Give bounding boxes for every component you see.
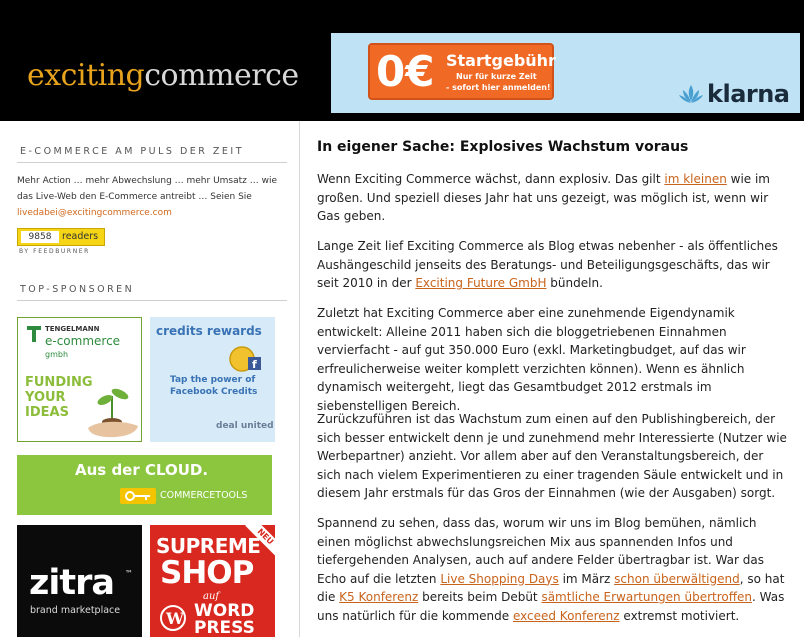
banner-title: Startgebühr — [446, 51, 556, 70]
post-title[interactable]: In eigener Sache: Explosives Wachstum voraus — [317, 139, 689, 155]
credits-footer: deal united — [216, 421, 274, 431]
klarna-lotus-icon — [678, 83, 704, 105]
reader-label: readers — [62, 231, 99, 242]
klarna-wordmark: klarna — [707, 80, 790, 108]
text-segment: Wenn Exciting Commerce wächst, dann explosiv. Das gilt — [317, 172, 665, 186]
paragraph-3: Zuletzt hat Exciting Commerce aber eine zunehmende Eigendynamik entwickelt: Alleine 2011 haben sich die bloggetriebenen Einnahmen vervierfacht - auf gut 350.000 Euro (exkl. Marketingbudget, auf das wir erfreulicherweise weiter komplett verzichten können). Wenn es ähnlich dynamisch weitergeht, liegt das Gesamtbudget 2012 erstmals im siebenstelligen Bereich. — [317, 306, 746, 413]
link-schon-ueberwaeltigend[interactable]: schon überwältigend — [614, 571, 740, 586]
zitra-sub: brand marketplace — [30, 605, 121, 616]
tengelmann-sub: gmbh — [45, 350, 69, 359]
slogan-line-1: FUNDING — [25, 375, 93, 390]
hand-seedling-icon — [84, 382, 140, 440]
supreme-line-1: SUPREME — [156, 534, 261, 558]
text-segment: wie im großen. Und speziell dieses Jahr hat uns gezeigt, was möglich ist, wenn wir Gas geben. — [317, 172, 770, 223]
svg-text:W: W — [166, 609, 184, 628]
banner-line-1: Nur für kurze Zeit — [456, 72, 537, 81]
link-exceed-konferenz[interactable]: exceed Konferenz — [512, 608, 620, 623]
link-exciting-future-gmbh[interactable]: Exciting Future GmbH — [415, 276, 547, 290]
description-text: Mehr Action … mehr Abwechslung … mehr Umsatz … wie das Live-Web den E-Commerce antreibt … Seien Sie — [17, 176, 277, 202]
klarna-banner-ad[interactable] — [331, 33, 800, 113]
new-ribbon-badge: NEU — [245, 525, 275, 557]
post-content — [317, 121, 792, 637]
supreme-line-2: SHOP — [160, 555, 254, 591]
paragraph-1 — [317, 170, 790, 226]
text-segment: extremst motiviert. — [619, 608, 740, 623]
feedburner-caption: BY FEEDBURNER — [19, 248, 90, 255]
tagline-heading: E-COMMERCE AM PULS DER ZEIT — [20, 146, 245, 157]
site-logo[interactable] — [27, 58, 299, 93]
zitra-trademark: ™ — [125, 569, 133, 578]
divider — [17, 300, 287, 301]
sponsor-ad-credits-rewards[interactable] — [150, 317, 275, 442]
reader-count: 9858 — [21, 231, 59, 243]
logo-part-commerce: commerce — [144, 58, 299, 93]
tengelmann-logo-icon — [27, 326, 41, 342]
feedburner-counter[interactable] — [17, 228, 105, 246]
paragraph-2 — [317, 237, 790, 293]
sponsors-heading: TOP-SPONSOREN — [20, 284, 135, 295]
banner-offer-badge — [368, 43, 554, 100]
paragraph-4: Zurückzuführen ist das Wachstum zum einen auf den Publishingbereich, der sich besser entwickelt denn je und zunehmend mehr Interessierte (Nutzer wie Werbepartner) anzieht. Vor allem aber auf den Veranstaltungsbereich, der sich nach vielem Experimentieren zu einer tragenden Säule entwickelt und in diesem Jahr erstmals für das Gros der Einnahmen (wie der Ausgaben) sorgt. — [317, 412, 787, 500]
sidebar — [0, 121, 300, 637]
cloud-title: Aus der CLOUD. — [75, 461, 209, 479]
tengelmann-brand: TENGELMANN — [45, 325, 100, 333]
text-segment: bündeln. — [546, 276, 603, 290]
link-im-kleinen[interactable]: im kleinen — [664, 172, 727, 186]
text-segment: bereits beim Debüt — [418, 590, 542, 604]
cloud-brand: COMMERCETOOLS — [160, 490, 248, 501]
supreme-line-3: auf — [203, 591, 220, 602]
credits-line-2: Facebook Credits — [170, 387, 258, 397]
text-segment: Lange Zeit lief Exciting Commerce als Blog etwas nebenher - als öffentliches Aushängeschild jenseits des Beratungs- und Beteiligungsgeschäfts, das wir seit 2010 in der — [317, 239, 778, 290]
zitra-name: zitra — [29, 563, 114, 603]
sponsor-ad-supreme-shop[interactable] — [150, 525, 275, 637]
sponsor-ad-zitra[interactable] — [17, 525, 142, 637]
paragraph-5 — [317, 514, 790, 625]
sponsor-ad-tengelmann[interactable] — [17, 317, 142, 442]
text-segment: Spannend zu sehen, dass das, worum wir uns im Blog bemühen, nämlich einen möglichst abwechslungsreichen Mix aus spannenden Infos und tiefergehenden Analysen, auch auf andere Felder übertragbar ist. War das Echo auf die letzten — [317, 516, 764, 586]
slogan-line-3: IDEAS — [25, 405, 69, 420]
link-live-shopping-days[interactable]: Live Shopping Days — [440, 571, 559, 586]
banner-line-2: - sofort hier anmelden! — [446, 83, 551, 92]
svg-text:f: f — [252, 358, 257, 371]
key-icon — [120, 488, 156, 504]
text-segment: im März — [558, 571, 615, 586]
supreme-line-4: WORD — [194, 601, 255, 621]
link-saemtliche-erwartungen[interactable]: sämtliche Erwartungen übertroffen — [541, 590, 752, 604]
credits-title: credits rewards — [156, 324, 262, 338]
coin-facebook-icon — [228, 345, 262, 373]
credits-line-1: Tap the power of — [170, 375, 256, 385]
banner-amount: 0€ — [376, 47, 435, 96]
tengelmann-slogan — [25, 375, 93, 420]
text-segment: , so hat die — [317, 571, 785, 604]
logo-part-exciting: exciting — [27, 58, 145, 93]
contact-email-link[interactable]: livedabei@excitingcommerce.com — [17, 208, 172, 218]
supreme-wordpress — [194, 603, 255, 637]
site-description — [17, 173, 287, 221]
supreme-line-5: PRESS — [194, 618, 255, 637]
site-header — [0, 0, 804, 121]
text-segment: . Was uns natürlich für die kommende — [317, 590, 785, 623]
slogan-line-2: YOUR — [25, 390, 66, 405]
divider — [17, 162, 287, 163]
wordpress-logo-icon — [160, 605, 186, 631]
link-k5-konferenz[interactable]: K5 Konferenz — [339, 590, 419, 604]
sponsor-ad-commercetools[interactable] — [17, 455, 272, 515]
tengelmann-name: e-commerce — [45, 334, 121, 348]
